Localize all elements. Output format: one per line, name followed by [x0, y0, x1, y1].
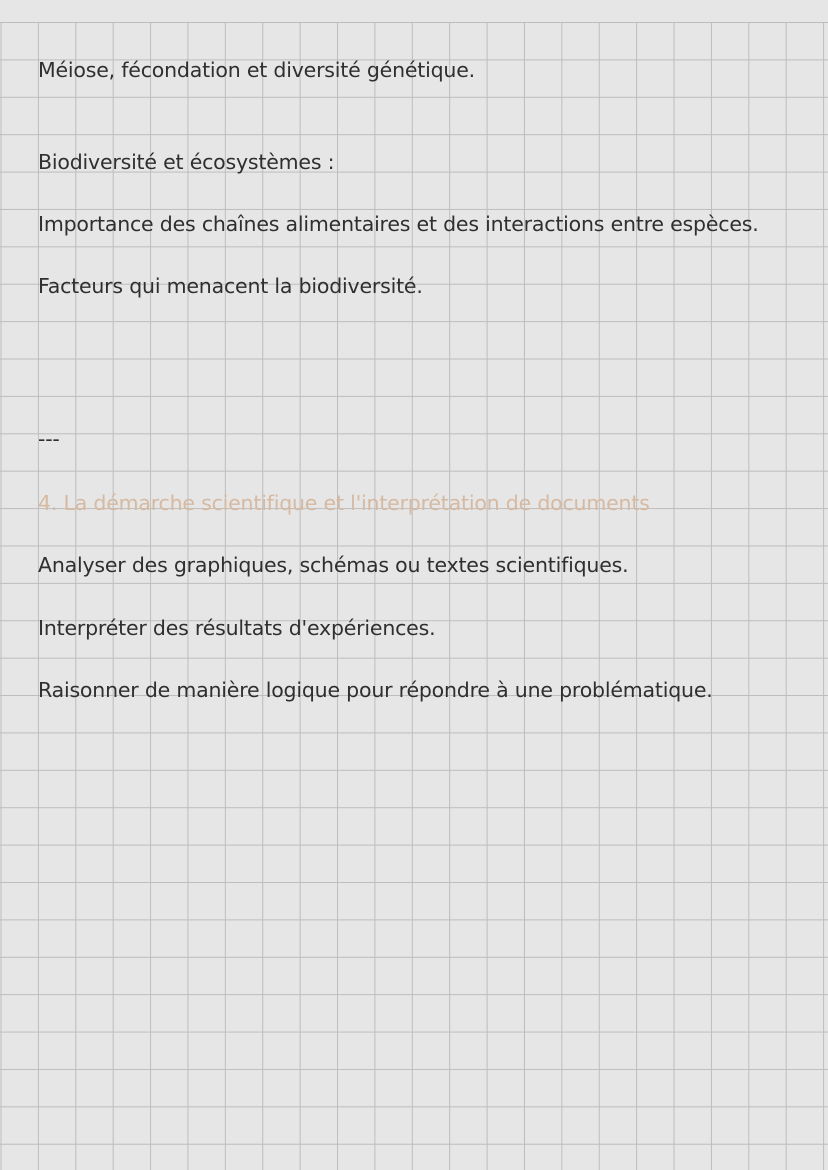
section-heading: 4. La démarche scientifique et l'interprétation de documents — [38, 491, 650, 515]
line-raisonner: Raisonner de manière logique pour répondre à une problématique. — [38, 678, 713, 702]
line-analyser: Analyser des graphiques, schémas ou textes scientifiques. — [38, 553, 629, 577]
line-biodiversite-title: Biodiversité et écosystèmes : — [38, 150, 335, 174]
top-margin — [0, 0, 828, 22]
line-meiose: Méiose, fécondation et diversité génétique. — [38, 58, 475, 82]
line-chaines-alimentaires: Importance des chaînes alimentaires et des interactions entre espèces. — [38, 212, 759, 236]
line-facteurs-menaces: Facteurs qui menacent la biodiversité. — [38, 274, 423, 298]
separator-line: --- — [38, 427, 60, 451]
line-interpreter: Interpréter des résultats d'expériences. — [38, 616, 436, 640]
